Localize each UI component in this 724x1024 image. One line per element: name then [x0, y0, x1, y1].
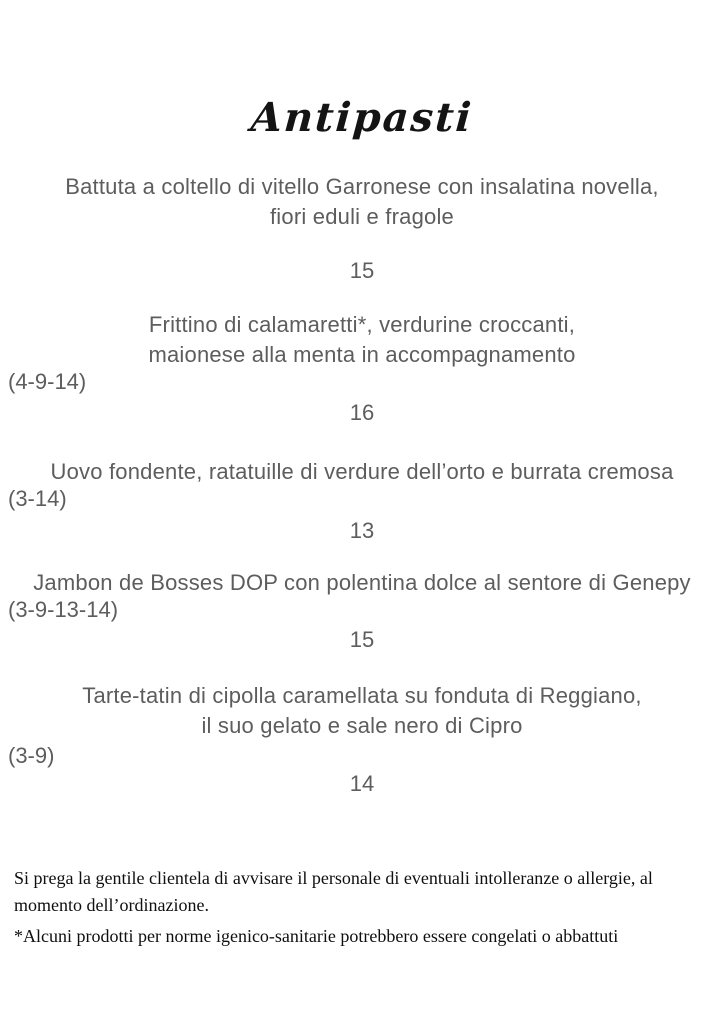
menu-item-name-line: Tarte-tatin di cipolla caramellata su fonduta di Reggiano,	[82, 683, 642, 708]
menu-item-name-line: fiori eduli e fragole	[270, 204, 454, 229]
menu-item-name-line: Battuta a coltello di vitello Garronese con insalatina novella,	[65, 174, 659, 199]
menu-item-price: 14	[349, 771, 375, 796]
menu-item-name	[0, 457, 724, 487]
menu-item-name-line: Frittino di calamaretti*, verdurine croccanti,	[148, 312, 576, 337]
menu-item-name	[0, 568, 724, 598]
menu-item-price: 16	[349, 400, 375, 425]
allergy-notice: Si prega la gentile clientela di avvisare il personale di eventuali intolleranze o allergie, al momento dell’ordinazione.	[14, 868, 653, 915]
menu-item-name-line: il suo gelato e sale nero di Cipro	[201, 713, 523, 738]
menu-section-title: Antipasti	[249, 94, 475, 141]
menu-item-price: 15	[349, 258, 375, 283]
frozen-products-note: *Alcuni prodotti per norme igenico-sanitarie potrebbero essere congelati o abbattuti	[14, 926, 619, 946]
allergen-codes: (3-14)	[8, 486, 67, 511]
allergen-codes: (3-9-13-14)	[8, 597, 119, 622]
menu-item-name-line: Jambon de Bosses DOP con polentina dolce al sentore di Genepy	[33, 570, 691, 595]
allergen-codes: (4-9-14)	[8, 369, 87, 394]
menu-item-price: 13	[349, 518, 375, 543]
menu-item-name-line: maionese alla menta in accompagnamento	[148, 342, 576, 367]
menu-item-name	[0, 310, 724, 370]
menu-item-price: 15	[349, 627, 375, 652]
menu-item-name	[0, 681, 724, 741]
menu-item-name	[0, 172, 724, 232]
menu-item-name-line: Uovo fondente, ratatuille di verdure dell’orto e burrata cremosa	[50, 459, 674, 484]
allergen-codes: (3-9)	[8, 743, 55, 768]
